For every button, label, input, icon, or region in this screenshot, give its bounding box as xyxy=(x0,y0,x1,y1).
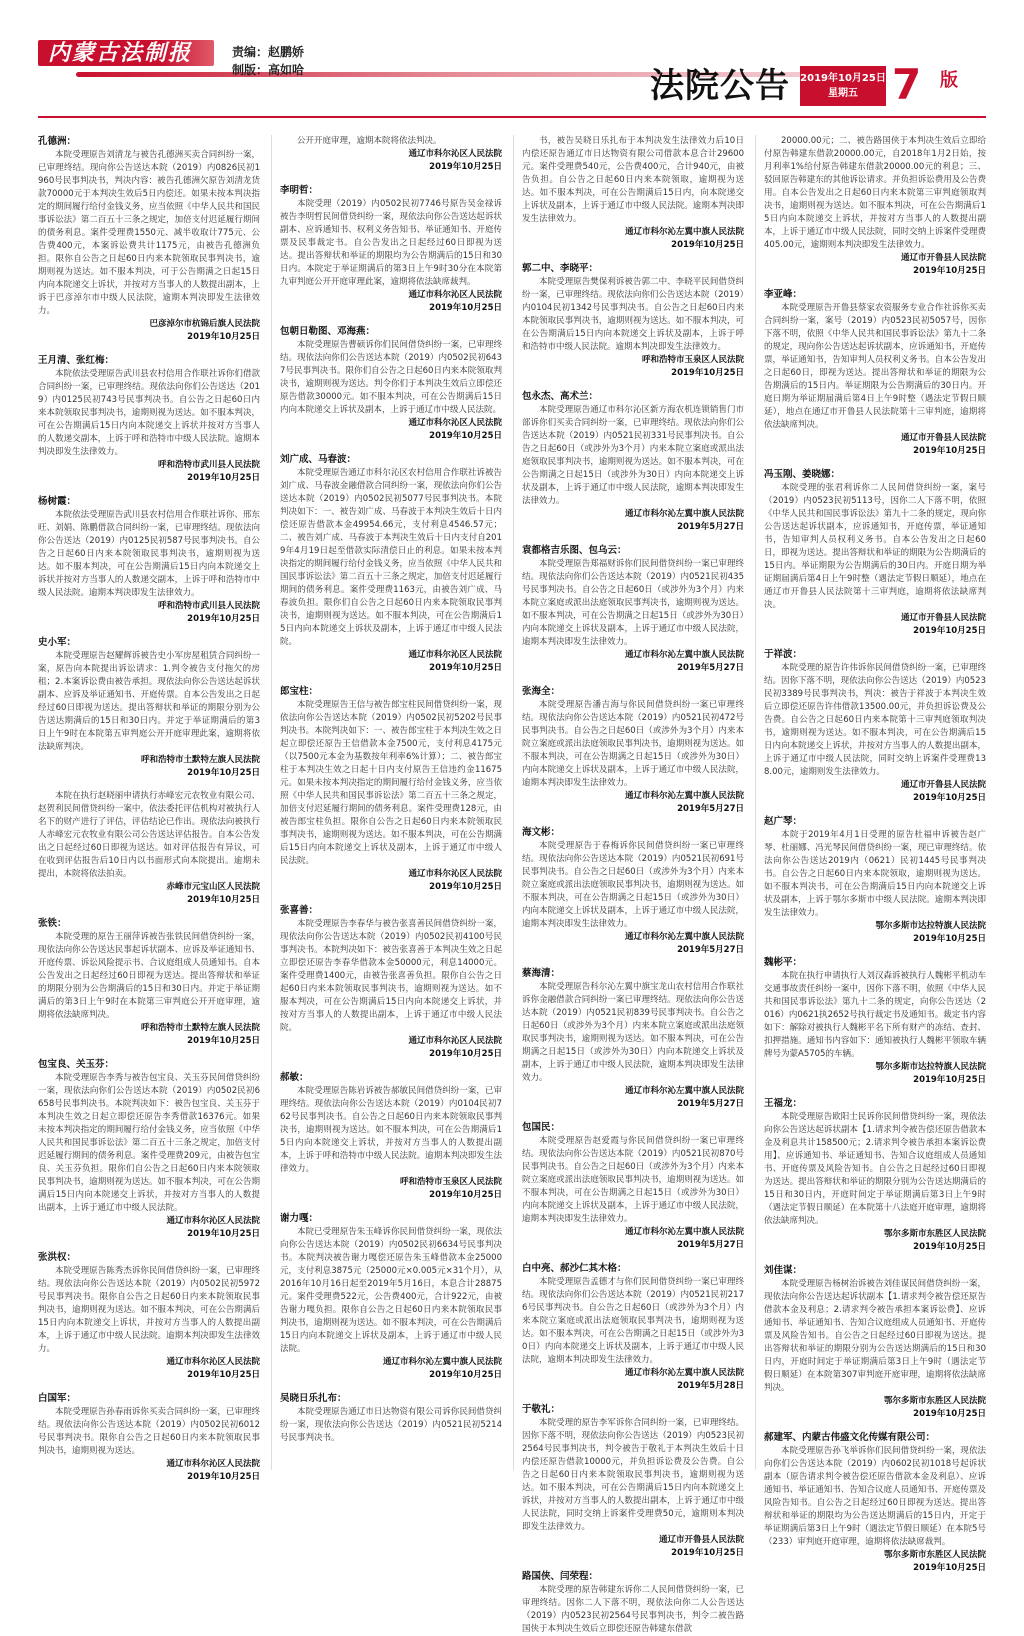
court-notice xyxy=(38,495,260,626)
editor-name: 责编：赵鹏娇 xyxy=(232,45,305,59)
notice-addressee: 王福龙： xyxy=(764,1098,803,1109)
notice-date: 2019年10月25日 xyxy=(429,1190,502,1200)
court-notice xyxy=(522,967,744,1111)
masthead xyxy=(0,0,1024,120)
court-notice xyxy=(522,262,744,380)
notice-court: 鄂尔多斯市东胜区人民法院 xyxy=(883,1550,986,1560)
notice-body: 本院受理的张君利诉你二人民间借贷纠纷一案，案号（2019）内0523民初5113号，因你二人下落不明，依照《中华人民共和国民事诉讼法》第九十二条的规定，现向你公告送达起诉状副本，应诉通知书，开庭传票，举证通知书，告知审判人员权利义务书。自本公告发出之日起60日，即视为送达。提出答辩状和举证的期限为公告期满后的15日内。举证期限为公告期满后的30日内。开庭日期为举证期届满后第4日上午9时整（遇法定节假日顺延），地点在通辽市开鲁县人民法院第十三审判庭，逾期将依法缺席判决。 xyxy=(764,483,986,610)
notice-court: 通辽市科尔沁区人民法院 xyxy=(408,418,502,428)
court-notice xyxy=(764,1097,986,1254)
notice-body: 本院受理原告陈秀杰诉你民间借贷纠纷一案，已审理终结。现依法向你公告送达本院（2019）内0502民初5972号民事判决书。限你自公告之日起60日内来本院领取民事判决书，逾期则视为送达。如不服本判决，可在公告期满后15日内向本院递交上诉状，并按对方当事人的人数提出副本，上诉于通辽市中级人民法院。逾期本判决即发生法律效力。 xyxy=(38,1266,260,1354)
notice-body: 本院受理原告通辽市日达物资有限公司诉你民间借贷纠纷一案，现依法向你公告送达（2019）内0521民初5214号民事判决书。 xyxy=(280,1407,502,1443)
court-notice xyxy=(280,135,502,174)
notice-date: 2019年10月25日 xyxy=(429,162,502,172)
court-notice xyxy=(522,1121,744,1252)
notice-court: 通辽市科尔沁区人民法院 xyxy=(166,1459,260,1469)
notice-court: 通辽市科尔沁左翼中旗人民法院 xyxy=(624,1086,744,1096)
newspaper-logo: 内蒙古法制报 xyxy=(48,40,193,66)
notice-body: 本院受理原告孙春雨诉你买卖合同纠纷一案，已审理终结。现依法向你公告送达本院（2019）内0502民初6012号民事判决书。限你自公告之日起60日内来本院领取民事判决书，逾期则视为送达。 xyxy=(38,1407,260,1456)
notice-body: 本院受理原告曹硕诉你们民间借贷纠纷一案，已审理终结。现依法向你们公告送达本院（2019）内0502民初6437号民事判决书。限你们自公告之日起60日内来本院领取判决书，逾期则视为送达。判令你们于本判决生效后立即偿还原告借款30000元。如不服本判决，可在公告期满后15日内向本院递交上诉状及副本，上诉于通辽市中级人民法院。 xyxy=(280,340,502,415)
column-2 xyxy=(280,135,502,1470)
notice-date: 2019年10月25日 xyxy=(187,1370,260,1380)
notice-court: 通辽市科尔沁区人民法院 xyxy=(408,1036,502,1046)
notice-body: 本院受理原告李春华与被告张喜善民间借贷纠纷一案，现依法向你公告送达本院（2019）内0502民初4100号民事判决书。本院判决如下：被告张喜善于本判决生效之日起立即偿还原告李春华借款本金50000元，利息14000元。案件受理费1400元，由被告张喜善负担。限你自公告之日起60日内来本院领取民事判决书，逾期则视为送达。如不服本判决，可在公告期满后15日内向本院递交上诉状，并按对方当事人的人数提出副本，上诉于通辽市中级人民法院。 xyxy=(280,919,502,1033)
notice-date: 2019年10月25日 xyxy=(671,240,744,250)
notice-body: 本院受理原告欧阳士民诉你民间借贷纠纷一案，现依法向你公告送达起诉状副本【1.请求判令被告偿还原告借款本金及利息共计158500元；2.请求判令被告承担本案诉讼费用】、应诉通知书、举证通知书、告知合议庭组成人员通知书、开庭传票及风险告知书。自公告之日起经过60日即视为送达。提出答辩状和举证的期限分别为公告送达期满后的15日和30日内，开庭时间定于举证期满后第3日上午9时（遇法定节假日顺延）在本院第十八法庭开庭审理，逾期将依法缺席判决。 xyxy=(764,1112,986,1226)
notice-body: 20000.00元；二、被告路国侠于本判决生效后立即给付原告韩建东借款20000.00元，自2018年1月2日始，按月利率1%给付原告韩建东借款20000.00元的利息；三、驳回原告韩建东的其他诉讼请求。并负担诉讼费用及公告费用。自本公告发出之日起60日内来本院第三审判庭领取判决书，逾期则视为送达。如不服本判决，可在公告期满后15日内向本院递交上诉状，并按对方当事人的人数提出副本，上诉于通辽市中级人民法院，同时交纳上诉案件受理费405.00元，逾期则本判决即发生法律效力。 xyxy=(764,136,986,250)
notice-addressee: 白国军： xyxy=(38,1393,77,1404)
notice-addressee: 路国侠、闫荣程： xyxy=(522,1571,599,1582)
court-notice xyxy=(522,685,744,816)
notice-body: 本院受理原告王信与被告郎宝柱民间借贷纠纷一案，现依法向你公告送达本院（2019）内0502民初5202号民事判决书。本院判决如下：一、被告郎宝柱于本判决生效之日起立即偿还原告王信借款本金7500元，支付利息4175元（以7500元本金为基数按年利率6%计算）；二、被告郎宝柱于本判决生效之日起十日内支付原告王信违约金11675元。如果未按本判决指定的期间履行给付金钱义务，应当依照《中华人民共和国民事诉讼法》第二百五十三条之规定，加倍支付迟延履行期间的债务利息。案件受理费128元，由被告郎宝柱负担。限你自公告之日起60日内来本院领取民事判决书，逾期则视为送达。如不服本判决，可在公告期满后15日内向本院递交上诉状及副本，上诉于通辽市中级人民法院。 xyxy=(280,700,502,866)
notice-body: 本院受理原告孟德才与你们民间借贷纠纷一案已审理终结。现依法向你们公告送达本院（2019）内0521民初2176号民事判决书。自公告之日起60日（或涉外为3个月）内来本院立案庭或派出法庭领取民事判决书，逾期则视为送达。如不服本判决，可在公告期满之日起15日（或涉外为30日）内向本院递交上诉状及副本，上诉于通辽市中级人民法院，逾期本判决即发生法律效力。 xyxy=(522,1277,744,1365)
notice-body: 公开开庭审理，逾期本院将依法判决。 xyxy=(297,136,442,146)
court-notice xyxy=(522,390,744,534)
notice-court: 通辽市开鲁县人民法院 xyxy=(900,433,986,443)
notice-body: 本院受理原告杨树治诉被告刘佳谋民间借贷纠纷一案，现依法向你公告送达起诉状副本【1.请求判令被告偿还原告借款本金及利息；2.请求判令被告承担本案诉讼费】、应诉通知书、举证通知书、告知合议庭组成人员通知书、开庭传票及风险告知书。自公告之日起经过60日即视为送达。提出答辩状和举证的期限分别为公告送达期满后的15日和30日内，开庭时间定于举证期满后第3日上午9时（遇法定节假日顺延）在本院第307审判庭开庭审理，逾期将依法缺席判决。 xyxy=(764,1279,986,1393)
court-notice xyxy=(38,1058,260,1241)
court-notice xyxy=(38,1251,260,1382)
notice-court: 鄂尔多斯市达拉特旗人民法院 xyxy=(875,921,986,931)
court-notice xyxy=(280,685,502,894)
notice-body: 本院于2019年4月1日受理的原告杜福申诉被告赵广琴、杜丽娜、冯光琴民间借贷纠纷一案，现已审理终结。依法向你公告送达2019内（0621）民初1445号民事判决书。自公告之日起60日内来本院领取，逾期则视为送达。如不服本判决书，可在公告期满后15日内向本院递交上诉状及副本，上诉于鄂尔多斯市中级人民法院。逾期本判决即发生法律效力。 xyxy=(764,830,986,918)
notice-body: 本院受理原告孙飞举诉你们民间借贷纠纷一案，现依法向你们公告送达本院（2019）内0602民初1018号起诉状副本（原告请求判令被告偿还原告借款本金及利息）、应诉通知书、举证通知书、告知合议庭人员通知书、开庭传票及风险告知书。自公告之日起经过60日即视为送达。提出答辩状和举证的期限均为公告送达期满后的15日内，开定于举证期满后第3日上午9时（遇法定节假日顺延）在本院5号（233）审判庭开庭审理，逾期将依法缺席裁判。 xyxy=(764,1446,986,1547)
notice-court: 通辽市科尔沁左翼中旗人民法院 xyxy=(624,932,744,942)
court-notice xyxy=(764,815,986,946)
notice-addressee: 王月清、张红梅： xyxy=(38,355,115,366)
notice-date: 2019年5月27日 xyxy=(677,663,744,673)
notice-date: 2019年10月25日 xyxy=(187,1472,260,1482)
court-notice xyxy=(280,184,502,315)
notice-court: 通辽市科尔沁左翼中旗人民法院 xyxy=(624,227,744,237)
notice-body: 本院受理原告通辽市科尔沁区农村信用合作联社诉被告刘广成、马春波金融借款合同纠纷一案，现依法向你们公告送达本院（2019）内0502民初5077号民事判决书。本院判决如下：一、被告刘广成、马春波于本判决生效后十日内偿还原告借款本金49954.66元，支付利息4546.57元；二、被告刘广成、马春波于本判决生效后十日内支付自2019年4月19日起至借款实际清偿日止的利息。如果未按本判决指定的期间履行给付金钱义务，应当依照《中华人民共和国民事诉讼法》第二百五十三条之规定，加倍支付迟延履行期间的债务利息。案件受理费1163元，由被告刘广成、马春波负担。限你们自公告之日起60日内来本院领取民事判决书，逾期则视为送达。如不服本判决，可在公告期满后15日内向本院递交上诉状及副本，上诉于通辽市中级人民法院。 xyxy=(280,468,502,647)
notice-court: 呼和浩特市武川县人民法院 xyxy=(157,601,260,611)
notice-addressee: 杨树霞： xyxy=(38,496,77,507)
notice-addressee: 包宝良、关玉芬： xyxy=(38,1059,115,1070)
notice-date: 2019年10月25日 xyxy=(913,626,986,636)
notice-body: 本院受理原告李秀与被告包宝良、关玉芬民间借贷纠纷一案，现依法向你们公告送达本院（2019）内0502民初6658号民事判决书。本院判决如下：被告包宝良、关玉芬于本判决生效之日起立即偿还原告李秀借款16376元。如果未按本判决指定的期间履行给付金钱义务，应当依照《中华人民共和国民事诉讼法》第二百五十三条之规定，加倍支付迟延履行期间的债务利息。案件受理费209元，由被告包宝良、关玉芬负担。限你们自公告之日起60日内来本院领取民事判决书，逾期则视为送达。如不服本判决，可在公告期满后15日内向本院递交上诉状，并按对方当事人的人数提出副本，上诉于通辽市中级人民法院。 xyxy=(38,1073,260,1213)
layout-name: 制版：高如哈 xyxy=(232,63,305,77)
notice-body: 书，被告吴晓日乐扎布于本判决发生法律效力后10日内偿还原告通辽市日达物资有限公司借款本息合计29600元。案件受理费540元，公告费400元，合计940元，由被告负担。自公告之日起60日内来本院领取，逾期视为送达。如不服本判决，可在公告期满后15日内，向本院递交上诉状及副本，上诉于通辽市中级人民法院。逾期本判决即发生法律效力。 xyxy=(522,136,744,224)
notice-court: 通辽市开鲁县人民法院 xyxy=(900,613,986,623)
notice-court: 通辽市开鲁县人民法院 xyxy=(900,253,986,263)
notice-addressee: 李亚峰： xyxy=(764,289,803,300)
notice-date: 2019年10月25日 xyxy=(429,882,502,892)
notice-addressee: 刘佳谋： xyxy=(764,1265,803,1276)
notice-court: 通辽市科尔沁区人民法院 xyxy=(166,1216,260,1226)
notice-date: 2019年10月25日 xyxy=(913,1563,986,1573)
court-notice xyxy=(764,288,986,458)
notice-body: 本院依法受理原告武川县农村信用合作联社诉你、邢东旺、刘娟、陈鹏借款合同纠纷一案，已审理终结。现依法向你公告送达（2019）内0125民初587号民事判决书。自公告之日起60日内来本院领取民事判决书，逾期则视为送达。如不服本判决，可在公告期满后15日内向本院递交上诉状并按对方当事人的人数递交副本，上诉于呼和浩特市中级人民法院。逾期本判决即发生法律效力。 xyxy=(38,510,260,598)
notice-body: 本院受理原告陈岩诉被告郝敏民间借贷纠纷一案，已审理终结。现依法向你公告送达本院（2019）内0104民初762号民事判决书。自公告之日起60日内来本院领取民事判决书，逾期则视为送达。如不服本判决，可在公告期满后15日内向本院递交上诉状，并按对方当事人的人数提出副本，上诉于呼和浩特市中级人民法院。逾期本判决即发生法律效力。 xyxy=(280,1086,502,1174)
notice-date: 2019年5月27日 xyxy=(677,804,744,814)
notice-court: 通辽市开鲁县人民法院 xyxy=(658,1535,744,1545)
notice-date: 2019年10月25日 xyxy=(429,663,502,673)
notice-addressee: 孔德洲： xyxy=(38,136,77,147)
notice-columns xyxy=(38,135,986,1634)
notice-body: 本院在执行赵晓丽申请执行赤峰宏元农牧业有限公司、赵贺利民间借贷纠纷一案中，依法委托评估机构对被执行人名下的财产进行了评估，评估结论已作出。现依法向被执行人赤峰宏元农牧业有限公司公告送达评估报告。自本公告发出之日起经过60日即视为送达。如对评估报告有异议，可在收到评估报告后10日内以书面形式向本院提出。逾期未提出，本院将依法拍卖。 xyxy=(38,791,260,879)
notice-court: 通辽市科尔沁左翼中旗人民法院 xyxy=(624,1227,744,1237)
notice-court: 通辽市科尔沁左翼中旗人民法院 xyxy=(624,509,744,519)
notice-court: 呼和浩特市土默特左旗人民法院 xyxy=(140,755,260,765)
page-unit: 版 xyxy=(940,70,958,91)
notice-addressee: 白中亮、郝沙仁其木格： xyxy=(522,1263,627,1274)
notice-addressee: 海文彬： xyxy=(522,827,561,838)
court-notice xyxy=(280,453,502,675)
notice-body: 本院在执行申请执行人刘汉森诉被执行人魏彬平机动车交通事故责任纠纷一案中，因你下落不明，依照《中华人民共和国民事诉讼法》第九十二条的规定，向你公告送达（2016）内0621执2652号执行裁定书及通知书。裁定书内容如下：解除对被执行人魏彬平名下所有财产的冻结、查封、扣押措施。通知书内容如下：通知被执行人魏彬平领取车辆牌号为蒙A5705的车辆。 xyxy=(764,971,986,1059)
notice-date: 2019年5月27日 xyxy=(677,1240,744,1250)
notice-court: 通辽市科尔沁左翼中旗人民法院 xyxy=(624,1368,744,1378)
notice-date: 2019年10月25日 xyxy=(187,1036,260,1046)
notice-body: 本院受理原告樊保利诉被告郭二中、李晓平民间借贷纠纷一案，已审理终结。现依法向你们公告送达本院（2019）内0104民初1342号民事判决书。自公告之日起60日内来本院领取民事判决书，逾期则视为送达。如不服本判决，可在公告期满后15日内向本院递交上诉状及副本，上诉于呼和浩特市中级人民法院。逾期本判决即发生法律效力。 xyxy=(522,277,744,352)
court-notice xyxy=(280,1392,502,1445)
court-notice xyxy=(280,904,502,1061)
issue-weekday: 星期五 xyxy=(828,88,858,99)
notice-date: 2019年10月25日 xyxy=(913,1409,986,1419)
notice-date: 2019年10月25日 xyxy=(187,1229,260,1239)
section-title: 法院公告 xyxy=(650,66,790,106)
notice-addressee: 于敬礼： xyxy=(522,1404,561,1415)
notice-addressee: 郝建军、内蒙古伟盛文化传媒有限公司： xyxy=(764,1432,936,1443)
notice-addressee: 包永杰、高术兰： xyxy=(522,391,599,402)
notice-date: 2019年10月25日 xyxy=(429,431,502,441)
notice-date: 2019年10月25日 xyxy=(187,768,260,778)
court-notice xyxy=(764,468,986,638)
notice-date: 2019年10月25日 xyxy=(671,1548,744,1558)
column-divider xyxy=(513,135,514,1470)
notice-date: 2019年5月27日 xyxy=(677,522,744,532)
notice-body: 本院受理（2019）内0502民初7746号原告吴金禄诉被告李明哲民间借贷纠纷一案，现依法向你公告送达起诉状副本、应诉通知书、权利义务告知书、举证通知书、开庭传票及民事裁定书。自公告发出之日起经过60日即视为送达。提出答辩状和举证的期限均为公告期满后的15日和30日内。本院定于举证期满后的第3日上午9时30分在本院第九审判庭公开开庭审理此案，逾期将依法缺席裁判。 xyxy=(280,199,502,287)
notice-body: 本院受理原告开鲁县蔡家农资服务专业合作社诉你买卖合同纠纷一案，案号（2019）内0523民初5057号，因你下落不明，依照《中华人民共和国民事诉讼法》第九十二条的规定，现向你公告送达起诉状副本，应诉通知书，开庭传票，举证通知书，告知审判人员权利义务书。自本公告发出之日起60日，即视为送达。提出答辩状和举证的期限为公告期满后的15日内。举证期限为公告期满后的30日内。开庭日期为举证期届满后第4日上午9时整（遇法定节假日顺延），地点在通辽市开鲁县人民法院第十三审判庭，逾期将依法缺席判决。 xyxy=(764,303,986,430)
notice-body: 本院受理原告于春梅诉你民间借贷纠纷一案已审理终结。现依法向你公告送达本院（2019）内0521民初691号民事判决书。自公告之日起60日（或涉外为3个月）内来本院立案庭或派出法庭领取民事判决书，逾期则视为送达。如不服本判决，可在公告期满之日起15日（或涉外为30日）内向本院递交上诉状及副本，上诉于通辽市中级人民法院，逾期本判决即发生法律效力。 xyxy=(522,841,744,929)
column-4 xyxy=(764,135,986,1573)
notice-body: 本院受理原告郑福财诉你们民间借贷纠纷一案已审理终结。现依法向你们公告送达本院（2019）内0521民初435号民事判决书。自公告之日起60日（或涉外为3个月）内来本院立案庭或派出法庭领取民事判决书，逾期则视为送达。如不服本判决，可在公告期满之日起15日（或涉外为30日）内向本院递交上诉状及副本，上诉于通辽市中级人民法院，逾期本判决即发生法律效力。 xyxy=(522,559,744,647)
notice-date: 2019年10月25日 xyxy=(429,303,502,313)
notice-court: 通辽市科尔沁区人民法院 xyxy=(408,149,502,159)
court-notice xyxy=(764,135,986,278)
court-notice xyxy=(764,1264,986,1421)
notice-addressee: 魏彬平： xyxy=(764,957,803,968)
column-divider xyxy=(271,135,272,1470)
notice-date: 2019年10月25日 xyxy=(913,793,986,803)
notice-court: 呼和浩特市玉泉区人民法院 xyxy=(641,355,744,365)
notice-court: 鄂尔多斯市达拉特旗人民法院 xyxy=(875,1062,986,1072)
court-notice xyxy=(522,1403,744,1560)
notice-date: 2019年10月25日 xyxy=(429,1049,502,1059)
notice-addressee: 包国民： xyxy=(522,1122,561,1133)
date-box xyxy=(800,66,886,106)
notice-court: 呼和浩特市玉泉区人民法院 xyxy=(399,1177,502,1187)
notice-court: 呼和浩特市武川县人民法院 xyxy=(157,460,260,470)
court-notice xyxy=(522,135,744,252)
notice-body: 本院受理原告潘吉海与你民间借贷纠纷一案已审理终结。现依法向你公告送达本院（2019）内0521民初472号民事判决书。自公告之日起60日（或涉外为3个月）内来本院立案庭或派出法庭领取民事判决书，逾期则视为送达。如不服本判决，可在公告期满之日起15日（或涉外为30日）内向本院递交上诉状及副本，上诉于通辽市中级人民法院，逾期本判决即发生法律效力。 xyxy=(522,700,744,788)
notice-body: 本院受理的原告李军诉你合同纠纷一案，已审理终结。因你下落不明，现依法向你公告送达（2019）内0523民初2564号民事判决书，判令被告于敬礼于本判决生效后十日内偿还原告借款10000元，并负担诉讼费及公告费。自公告之日起60日内来本院领取民事判决书，逾期则视为送达。如不服本判决，可在公告期满后15日内向本院递交上诉状，并按对方当事人的人数提出副本，上诉于通辽市中级人民法院，同时交纳上诉案件受理费50元，逾期则本判决即发生法律效力。 xyxy=(522,1418,744,1532)
notice-court: 通辽市科尔沁区人民法院 xyxy=(166,1357,260,1367)
notice-addressee: 郝敏： xyxy=(280,1072,309,1083)
notice-court: 巴彦淖尔市杭锦后旗人民法院 xyxy=(149,319,260,329)
notice-court: 通辽市开鲁县人民法院 xyxy=(900,780,986,790)
court-notice xyxy=(764,956,986,1087)
column-3 xyxy=(522,135,744,1634)
court-notice xyxy=(38,135,260,344)
court-notice xyxy=(38,1392,260,1484)
notice-date: 2019年10月25日 xyxy=(913,266,986,276)
notice-court: 通辽市科尔沁区人民法院 xyxy=(408,290,502,300)
notice-addressee: 袁都格吉乐图、包乌云： xyxy=(522,545,627,556)
notice-date: 2019年5月27日 xyxy=(677,945,744,955)
page-number: 7 xyxy=(892,60,922,109)
notice-addressee: 张喜善： xyxy=(280,905,319,916)
notice-date: 2019年10月25日 xyxy=(671,368,744,378)
notice-addressee: 冯玉刚、姜晓娜： xyxy=(764,469,841,480)
notice-court: 通辽市科尔沁左翼中旗人民法院 xyxy=(382,1357,502,1367)
court-notice xyxy=(38,790,260,907)
notice-body: 本院受理的原告许伟诉你民间借贷纠纷一案，已审理终结。因你下落不明，现依法向你公告送达（2019）内0523民初3389号民事判决书，判决：被告于祥波于本判决生效后立即偿还原告许伟借款13500.00元，并负担诉讼费及公告费。自公告之日起60日内来本院第十三审判庭领取判决书，逾期则视为送达。如不服本判决，可在公告期满后15日内向本院递交上诉状，并按对方当事人的人数提出副本，上诉于通辽市中级人民法院，同时交纳上诉案件受理费138.00元，逾期则发生法律效力。 xyxy=(764,663,986,777)
court-notice xyxy=(280,1071,502,1202)
notice-court: 通辽市科尔沁区人民法院 xyxy=(408,650,502,660)
notice-addressee: 包朝日勒图、邓海燕： xyxy=(280,326,376,337)
notice-addressee: 赵广琴： xyxy=(764,816,803,827)
notice-addressee: 蔡海清： xyxy=(522,968,561,979)
notice-addressee: 于祥波： xyxy=(764,649,803,660)
notice-addressee: 郎宝柱： xyxy=(280,686,319,697)
notice-date: 2019年10月25日 xyxy=(429,1370,502,1380)
notice-body: 本院受理原告科尔沁左翼中旗宝龙山农村信用合作联社诉你金融借款合同纠纷一案已审理终结。现依法向你公告送达本院（2019）内0521民初839号民事判决书。自公告之日起60日（或涉外为3个月）内来本院立案庭或派出法庭领取民事判决书，逾期则视为送达。如不服本判决，可在公告期满之日起15日（或涉外为30日）内向本院递交上诉状及副本，上诉于通辽市中级人民法院，逾期本判决即发生法律效力。 xyxy=(522,982,744,1083)
court-notice xyxy=(522,1570,744,1636)
notice-addressee: 郭二中、李晓平： xyxy=(522,263,599,274)
notice-body: 本院依法受理原告武川县农村信用合作联社诉你们借款合同纠纷一案，已审理终结。现依法向你们公告送达（2019）内0125民初743号民事判决书。自公告之日起60日内来本院领取民事判决书，逾期则视为送达。如不服本判决，可在公告期满后15日内向本院递交上诉状并按对方当事人的人数递交副本，上诉于呼和浩特市中级人民法院。逾期本判决即发生法律效力。 xyxy=(38,369,260,457)
notice-court: 通辽市科尔沁左翼中旗人民法院 xyxy=(624,791,744,801)
court-notice xyxy=(522,826,744,957)
notice-body: 本院受理的原告王丽萍诉被告张铁民间借贷纠纷一案，现依法向你公告送达民事起诉状副本、应诉及举证通知书、开庭传票、诉讼风险提示书、合议庭组成人员通知书。自本公告发出之日起经过60日即视为送达。提出答辩状和举证的期限分别为公告期满后的15日和30日内。并定于举证期满后的第3日上午9时在本院第三审判庭公开开庭审理，逾期将依法缺席判决。 xyxy=(38,932,260,1020)
column-divider xyxy=(755,135,756,1470)
court-notice xyxy=(38,636,260,780)
notice-addressee: 吴晓日乐扎布： xyxy=(280,1393,347,1404)
court-notice xyxy=(38,917,260,1048)
issue-date: 2019年10月25日 xyxy=(800,73,886,84)
court-notice xyxy=(280,325,502,443)
notice-body: 本院受理原告赵爱霞与你民间借贷纠纷一案已审理终结。现依法向你公告送达本院（2019）内0521民初870号民事判决书。自公告之日起60日（或涉外为3个月）内来本院立案庭或派出法庭领取民事判决书，逾期则视为送达。如不服本判决，可在公告期满之日起15日（或涉外为30日）内向本院递交上诉状及副本，上诉于通辽市中级人民法院，逾期本判决即发生法律效力。 xyxy=(522,1136,744,1224)
notice-court: 赤峰市元宝山区人民法院 xyxy=(166,882,260,892)
notice-body: 本院受理原告赵耀辉诉被告史小军房屋租赁合同纠纷一案，原告向本院提出诉讼请求：1.判令被告支付拖欠的房租；2.本案诉讼费由被告承担。现依法向你公告送达起诉状副本、应诉及举证通知书、开庭传票。自本公告发出之日起经过60日即视为送达。提出答辩状和举证的期限分别为公告送达期满后的15日和30日内。并定于举证期满后的第3日上午9时在本院第五审判庭公开开庭审理此案，逾期将依法缺席判决。 xyxy=(38,651,260,752)
notice-date: 2019年10月25日 xyxy=(913,934,986,944)
notice-date: 2019年10月25日 xyxy=(913,1075,986,1085)
notice-addressee: 张洪权： xyxy=(38,1252,77,1263)
court-notice xyxy=(522,544,744,675)
notice-date: 2019年10月25日 xyxy=(913,1242,986,1252)
notice-addressee: 刘广成、马春波： xyxy=(280,454,357,465)
notice-addressee: 谢力嘎： xyxy=(280,1213,319,1224)
court-notice xyxy=(280,1212,502,1382)
court-notice xyxy=(38,354,260,485)
notice-date: 2019年10月25日 xyxy=(187,332,260,342)
editor-credits xyxy=(232,43,304,79)
notice-date: 2019年5月27日 xyxy=(677,1099,744,1109)
notice-addressee: 张铁： xyxy=(38,918,67,929)
court-notice xyxy=(764,648,986,805)
notice-date: 2019年10月25日 xyxy=(913,446,986,456)
court-notice xyxy=(522,1262,744,1393)
notice-court: 鄂尔多斯市东胜区人民法院 xyxy=(883,1229,986,1239)
notice-court: 通辽市科尔沁左翼中旗人民法院 xyxy=(624,650,744,660)
notice-addressee: 张海全： xyxy=(522,686,561,697)
notice-court: 呼和浩特市土默特左旗人民法院 xyxy=(140,1023,260,1033)
notice-body: 本院受理的原告韩建东诉你二人民间借贷纠纷一案，已审理终结。因你二人下落不明，现依法向你二人公告送达（2019）内0523民初2564号民事判决书，判令二被告路国侠于本判决生效后立即偿还原告韩建东借款 xyxy=(522,1585,744,1634)
notice-date: 2019年10月25日 xyxy=(187,895,260,905)
notice-date: 2019年10月25日 xyxy=(187,614,260,624)
notice-date: 2019年5月28日 xyxy=(677,1381,744,1391)
column-1 xyxy=(38,135,260,1482)
notice-body: 本院已受理原告朱玉峰诉你民间借贷纠纷一案，现依法向你公告送达本院（2019）内0502民初6634号民事判决书。本院判决被告谢力嘎偿还原告朱玉峰借款本金25000元，支付利息3875元（25000元×0.005元×31个月），从2016年10月16日起至2019年5月16日，本息合计28875元。案件受理费522元，公告费400元，合计922元，由被告谢力嘎负担。限你自公告之日起60日内来本院领取民事判决书，逾期则视为送达。如不服本判决，可在公告期满后15日内向本院递交上诉状及副本，上诉于通辽市中级人民法院。 xyxy=(280,1227,502,1354)
notice-addressee: 史小军： xyxy=(38,637,77,648)
notice-addressee: 李明哲： xyxy=(280,185,319,196)
notice-body: 本院受理原告刘清龙与被告孔德洲买卖合同纠纷一案，已审理终结。现向你公告送达本院（2019）内0826民初1960号民事判决书，判决内容：被告孔德洲欠原告刘清龙货款70000元于本判决生效后5日内偿还。如果未按本判决指定的期间履行给付金钱义务，应当依照《中华人民共和国民事诉讼法》第二百五十三条之规定，加倍支付迟延履行期间的债务利息。案件受理费1550元、减半收取计775元、公告费400元，本案诉讼费共计1175元，由被告孔德洲负担。限你自公告之日起60日内来本院领取民事判决书，逾期则视为送达。如不服本判决，可于公告期满之日起15日内向本院递交上诉状，并按对方当事人的人数提出副本，上诉于巴彦淖尔市中级人民法院，逾期本判决即发生法律效力。 xyxy=(38,150,260,316)
notice-body: 本院受理原告通辽市科尔沁区新方海农机连锁销售门市部诉你们买卖合同纠纷一案，已审理终结。现依法向你们公告送达本院（2019）内0521民初331号民事判决书。自公告之日起60日（或涉外为3个月）内来本院立案庭或派出法庭领取民事判决书，逾期则视为送达。如不服本判决，可在公告期满之日起15日（或涉外为30日）内向本院递交上诉状及副本，上诉于通辽市中级人民法院，逾期本判决即发生法律效力。 xyxy=(522,405,744,506)
notice-court: 鄂尔多斯市东胜区人民法院 xyxy=(883,1396,986,1406)
notice-court: 通辽市科尔沁区人民法院 xyxy=(408,869,502,879)
notice-date: 2019年10月25日 xyxy=(187,473,260,483)
court-notice xyxy=(764,1431,986,1575)
header-rule xyxy=(38,116,986,118)
